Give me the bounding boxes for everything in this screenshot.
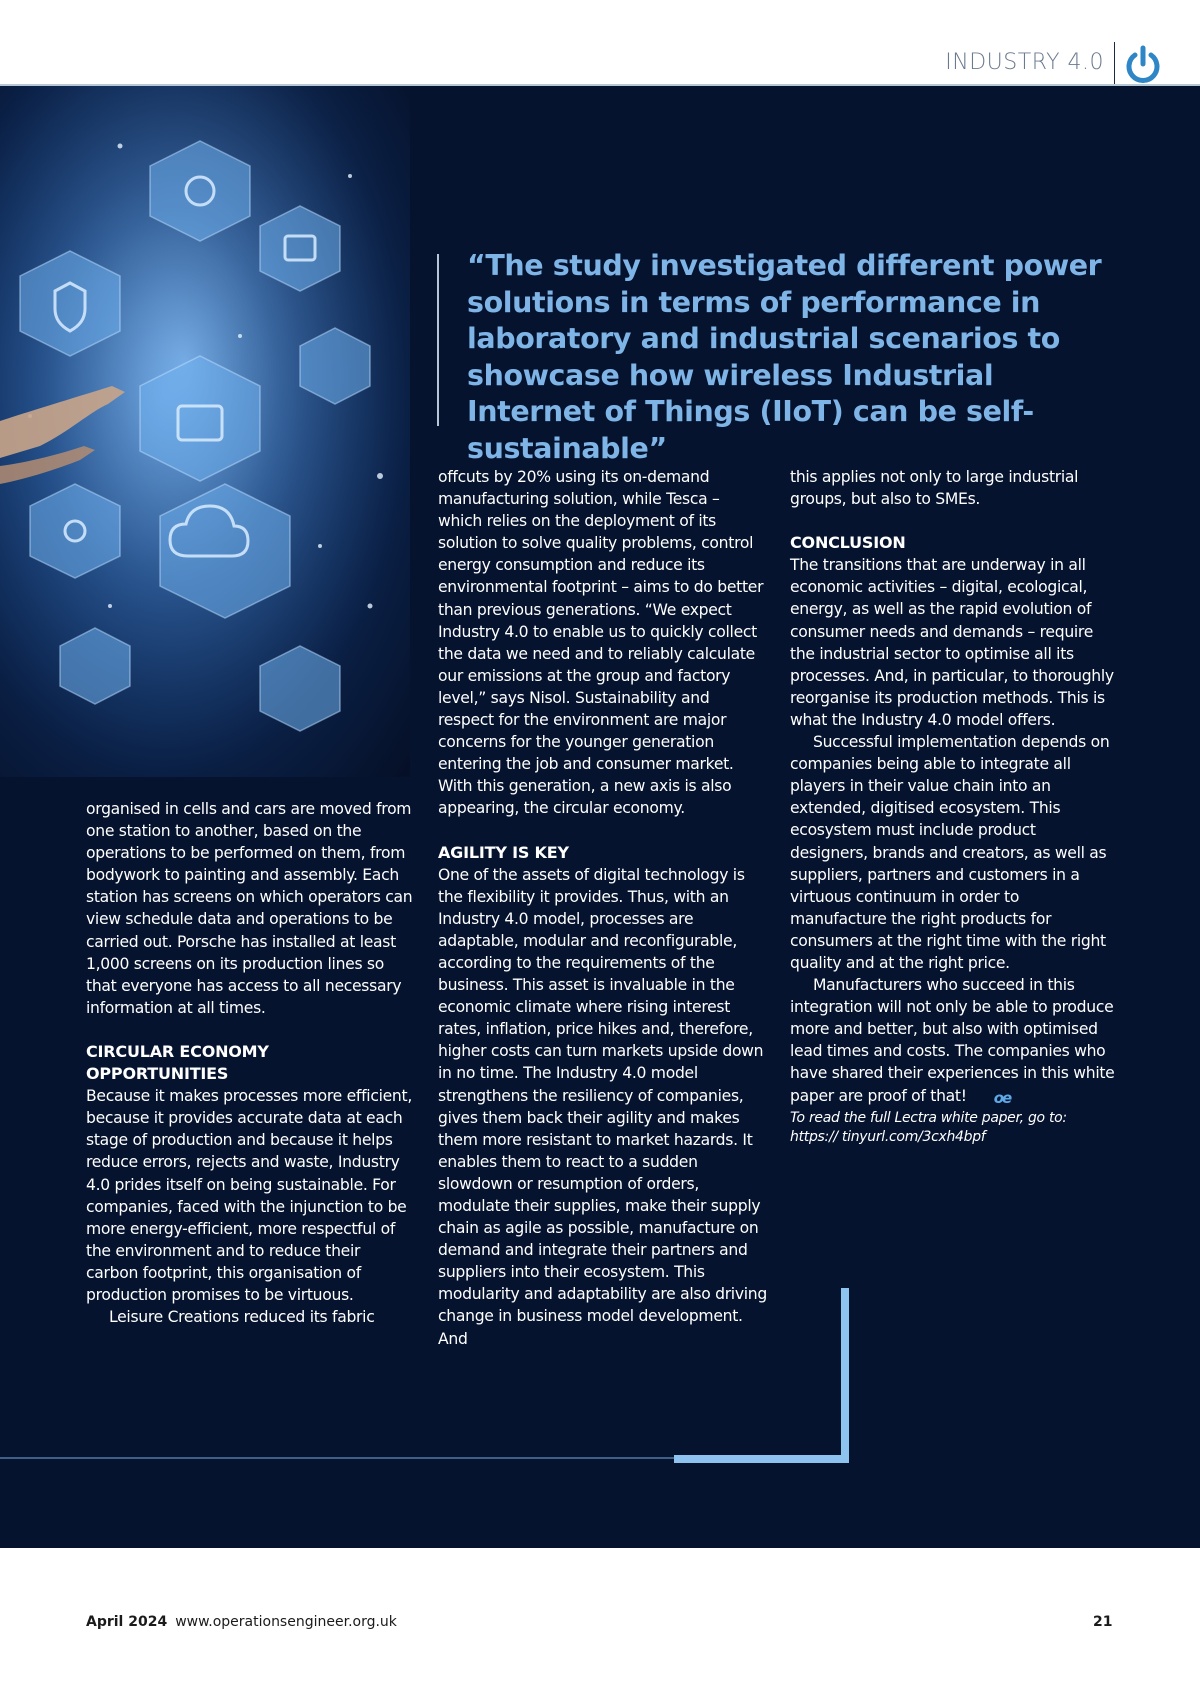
page-number: 21	[1093, 1614, 1113, 1630]
paragraph: Successful implementation depends on companies being able to integrate all players in their value chain into an extended, digitised ecosystem. This ecosystem must include product designers, brands and creators, as well as suppliers, partners and customers in a virtuous continuum in order to manufacture the right products for consumers at the right time with the right quality and at the right price.	[790, 733, 1110, 972]
header-divider	[1114, 42, 1115, 86]
paragraph: The transitions that are underway in all economic activities – digital, ecological, energy, as well as the rapid evolution of consumer needs and demands – require the industrial sector to optimise all its processes. And, in particular, to thoroughly reorganise its production methods. This is what the Industry 4.0 model offers.	[790, 556, 1114, 729]
section-heading: CIRCULAR ECONOMY OPPORTUNITIES	[86, 1041, 269, 1084]
article-column-1	[86, 798, 416, 1328]
website-link[interactable]: www.operationsengineer.org.uk	[175, 1614, 397, 1630]
issue-date: April 2024	[86, 1614, 168, 1630]
paragraph: Leisure Creations reduced its fabric	[109, 1308, 375, 1327]
accent-frame-vertical	[841, 1288, 849, 1463]
bottom-rule	[0, 1457, 676, 1459]
end-mark-logo: oe	[993, 1088, 1011, 1107]
paragraph: organised in cells and cars are moved from one station to another, based on the operations to be performed on them, from bodywork to painting and assembly. Each station has screens on which operators can view schedule data and operations to be carried out. Porsche has installed at least 1,000 screens on its production lines so that everyone has access to all necessary information at all times.	[86, 800, 413, 1017]
hero-image	[0, 86, 410, 777]
section-label: INDUSTRY 4.0	[945, 50, 1104, 75]
paragraph: Because it makes processes more efficient, because it provides accurate data at each stage of production and because it helps reduce errors, rejects and waste, Industry 4.0 prides itself on being sustainable. For companies, faced with the injunction to be more energy-efficient, more respectful of the environment and to reduce their carbon footprint, this organisation of production promises to be virtuous.	[86, 1087, 412, 1304]
pull-quote: “The study investigated different power solutions in terms of performance in laboratory and industrial scenarios to showcase how wireless Industrial Internet of Things (IIoT) can be self-sustainable”	[467, 249, 1102, 465]
paragraph: offcuts by 20% using its on-demand manufacturing solution, while Tesca – which relies on the deployment of its solution to solve quality problems, control energy consumption and reduce its environmental footprint – aims to do better than previous generations. “We expect Industry 4.0 to enable us to quickly collect the data we need and to reliably calculate our emissions at the group and factory level,” says Nisol. Sustainability and respect for the environment are major concerns for the younger generation entering the job and consumer market. With this generation, a new axis is also appearing, the circular economy.	[438, 468, 764, 818]
white-paper-note: To read the full Lectra white paper, go to: https:// tinyurl.com/3cxh4bpf	[790, 1109, 1067, 1145]
section-heading: CONCLUSION	[790, 533, 906, 553]
accent-frame-horizontal	[674, 1455, 849, 1463]
pull-quote-rule	[437, 254, 439, 426]
section-heading: AGILITY IS KEY	[438, 842, 569, 862]
power-icon	[1124, 42, 1162, 86]
paragraph: One of the assets of digital technology is the flexibility it provides. Thus, with an Industry 4.0 model, processes are adaptable, modular and reconfigurable, according to the requirements of the business. This asset is invaluable in the economic climate where rising interest rates, inflation, price hikes and, therefore, higher costs can turn markets upside down in no time. The Industry 4.0 model strengthens the resiliency of companies, gives them back their agility and makes them more resistant to market hazards. It enables them to react to a sudden slowdown or resumption of orders, modulate their supplies, make their supply chain as agile as possible, manufacture on demand and integrate their partners and suppliers into their ecosystem. This modularity and adaptability are also driving change in business model development. And	[438, 865, 767, 1348]
article-column-2	[438, 466, 768, 1350]
footer-left	[86, 1614, 397, 1630]
paragraph-text: Manufacturers who succeed in this integration will not only be able to produce more and better, but also with optimised lead times and costs. The companies who have shared their experiences in this white paper are proof of that!	[790, 976, 1115, 1105]
paragraph	[790, 974, 1115, 1109]
paragraph: this applies not only to large industrial groups, but also to SMEs.	[790, 468, 1079, 509]
article-column-3	[790, 466, 1115, 1147]
